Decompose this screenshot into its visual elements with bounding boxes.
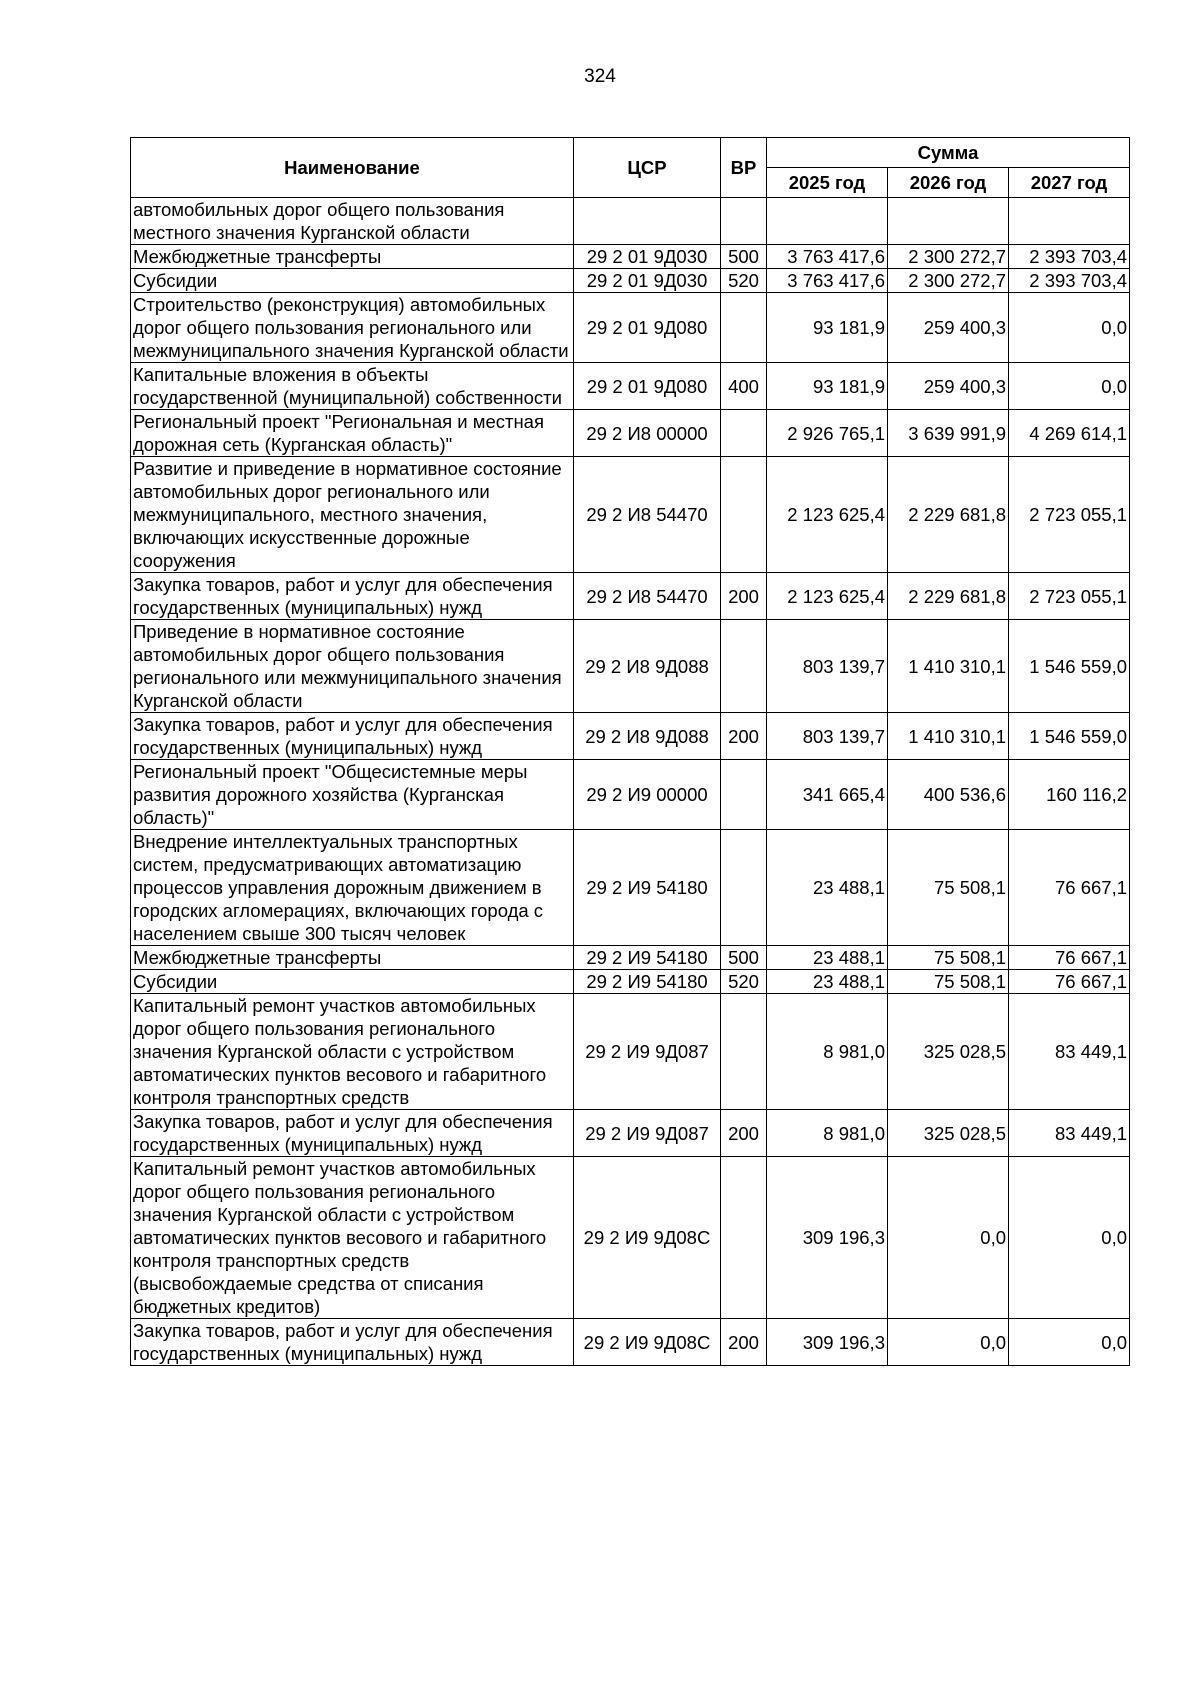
- table-row: [131, 293, 1130, 363]
- row-value-2025: 23 488,1: [767, 830, 888, 946]
- row-value-2026: 1 410 310,1: [888, 713, 1009, 760]
- row-value-2027: 1 546 559,0: [1009, 620, 1130, 713]
- header-year-2026: 2026 год: [888, 168, 1009, 198]
- row-csr: 29 2 И9 00000: [574, 760, 721, 830]
- row-value-2025: 309 196,3: [767, 1157, 888, 1319]
- row-value-2027: 160 116,2: [1009, 760, 1130, 830]
- row-csr: [574, 198, 721, 245]
- row-csr: 29 2 И9 54180: [574, 970, 721, 994]
- row-value-2025: [767, 198, 888, 245]
- row-value-2025: 2 123 625,4: [767, 457, 888, 573]
- row-name: Капитальные вложения в объекты государственной (муниципальной) собственности: [131, 363, 574, 410]
- row-value-2027: 2 723 055,1: [1009, 573, 1130, 620]
- row-csr: 29 2 И8 00000: [574, 410, 721, 457]
- row-name: Развитие и приведение в нормативное состояние автомобильных дорог регионального или межмуниципального, местного значения, включающих искусственные дорожные сооружения: [131, 457, 574, 573]
- row-value-2027: 2 393 703,4: [1009, 269, 1130, 293]
- row-value-2027: 0,0: [1009, 1319, 1130, 1366]
- row-name: Субсидии: [131, 269, 574, 293]
- row-csr: 29 2 И9 9Д08С: [574, 1157, 721, 1319]
- row-value-2025: 93 181,9: [767, 363, 888, 410]
- row-vr: 400: [721, 363, 767, 410]
- row-vr: 520: [721, 970, 767, 994]
- row-name: Межбюджетные трансферты: [131, 946, 574, 970]
- row-value-2026: [888, 198, 1009, 245]
- table-row: [131, 363, 1130, 410]
- table-row: [131, 269, 1130, 293]
- row-vr: [721, 293, 767, 363]
- row-csr: 29 2 И8 9Д088: [574, 620, 721, 713]
- header-year-2025: 2025 год: [767, 168, 888, 198]
- row-value-2027: 76 667,1: [1009, 970, 1130, 994]
- row-csr: 29 2 01 9Д080: [574, 293, 721, 363]
- row-value-2027: [1009, 198, 1130, 245]
- row-name: автомобильных дорог общего пользования местного значения Курганской области: [131, 198, 574, 245]
- row-value-2026: 325 028,5: [888, 994, 1009, 1110]
- row-csr: 29 2 И8 9Д088: [574, 713, 721, 760]
- row-value-2025: 3 763 417,6: [767, 269, 888, 293]
- table-row: [131, 713, 1130, 760]
- row-name: Закупка товаров, работ и услуг для обеспечения государственных (муниципальных) нужд: [131, 573, 574, 620]
- header-csr: ЦСР: [574, 138, 721, 198]
- row-name: Региональный проект "Общесистемные меры развития дорожного хозяйства (Курганская область)": [131, 760, 574, 830]
- row-vr: [721, 457, 767, 573]
- row-value-2026: 2 300 272,7: [888, 245, 1009, 269]
- row-vr: 200: [721, 1110, 767, 1157]
- table-row: [131, 457, 1130, 573]
- table-body: [131, 198, 1130, 1366]
- row-value-2026: 1 410 310,1: [888, 620, 1009, 713]
- row-value-2025: 8 981,0: [767, 1110, 888, 1157]
- row-value-2025: 803 139,7: [767, 620, 888, 713]
- row-value-2026: 75 508,1: [888, 830, 1009, 946]
- row-vr: [721, 994, 767, 1110]
- table-row: [131, 245, 1130, 269]
- row-value-2026: 400 536,6: [888, 760, 1009, 830]
- row-vr: 500: [721, 245, 767, 269]
- row-value-2025: 23 488,1: [767, 970, 888, 994]
- row-value-2027: 76 667,1: [1009, 946, 1130, 970]
- table-header: [131, 138, 1130, 198]
- row-csr: 29 2 01 9Д080: [574, 363, 721, 410]
- row-vr: [721, 1157, 767, 1319]
- table-row: [131, 1157, 1130, 1319]
- row-vr: [721, 410, 767, 457]
- row-value-2025: 3 763 417,6: [767, 245, 888, 269]
- table-row: [131, 946, 1130, 970]
- table-row: [131, 410, 1130, 457]
- row-name: Закупка товаров, работ и услуг для обеспечения государственных (муниципальных) нужд: [131, 713, 574, 760]
- row-value-2026: 0,0: [888, 1157, 1009, 1319]
- row-value-2027: 83 449,1: [1009, 994, 1130, 1110]
- row-value-2027: 76 667,1: [1009, 830, 1130, 946]
- header-name: Наименование: [131, 138, 574, 198]
- row-vr: 500: [721, 946, 767, 970]
- row-value-2025: 2 926 765,1: [767, 410, 888, 457]
- table-row: [131, 1110, 1130, 1157]
- row-value-2026: 3 639 991,9: [888, 410, 1009, 457]
- row-vr: [721, 830, 767, 946]
- row-name: Субсидии: [131, 970, 574, 994]
- page-number: 324: [584, 66, 616, 87]
- row-name: Капитальный ремонт участков автомобильных дорог общего пользования регионального значения Курганской области с устройством автоматических пунктов весового и габаритного контроля транспортных средств (высвобождаемые средства от списания бюджетных кредитов): [131, 1157, 574, 1319]
- header-sum: Сумма: [767, 138, 1130, 168]
- row-value-2027: 2 393 703,4: [1009, 245, 1130, 269]
- row-vr: [721, 198, 767, 245]
- row-value-2026: 259 400,3: [888, 293, 1009, 363]
- row-vr: [721, 760, 767, 830]
- row-value-2025: 93 181,9: [767, 293, 888, 363]
- row-value-2027: 83 449,1: [1009, 1110, 1130, 1157]
- row-name: Закупка товаров, работ и услуг для обеспечения государственных (муниципальных) нужд: [131, 1319, 574, 1366]
- table-row: [131, 198, 1130, 245]
- row-value-2026: 325 028,5: [888, 1110, 1009, 1157]
- row-csr: 29 2 И9 9Д08С: [574, 1319, 721, 1366]
- row-value-2025: 8 981,0: [767, 994, 888, 1110]
- row-value-2027: 0,0: [1009, 1157, 1130, 1319]
- row-value-2026: 259 400,3: [888, 363, 1009, 410]
- row-name: Строительство (реконструкция) автомобильных дорог общего пользования регионального или межмуниципального значения Курганской области: [131, 293, 574, 363]
- row-vr: 200: [721, 573, 767, 620]
- table-row: [131, 760, 1130, 830]
- row-value-2026: 2 229 681,8: [888, 457, 1009, 573]
- row-value-2027: 1 546 559,0: [1009, 713, 1130, 760]
- row-value-2027: 0,0: [1009, 293, 1130, 363]
- row-csr: 29 2 И8 54470: [574, 457, 721, 573]
- table-row: [131, 620, 1130, 713]
- row-vr: 520: [721, 269, 767, 293]
- row-vr: [721, 620, 767, 713]
- row-value-2025: 309 196,3: [767, 1319, 888, 1366]
- row-value-2026: 75 508,1: [888, 970, 1009, 994]
- row-value-2026: 2 300 272,7: [888, 269, 1009, 293]
- row-value-2027: 2 723 055,1: [1009, 457, 1130, 573]
- row-value-2027: 0,0: [1009, 363, 1130, 410]
- row-value-2025: 2 123 625,4: [767, 573, 888, 620]
- row-csr: 29 2 И9 9Д087: [574, 1110, 721, 1157]
- table-row: [131, 830, 1130, 946]
- row-name: Приведение в нормативное состояние автомобильных дорог общего пользования регионального или межмуниципального значения Курганской области: [131, 620, 574, 713]
- table-row: [131, 970, 1130, 994]
- row-csr: 29 2 И8 54470: [574, 573, 721, 620]
- row-value-2026: 75 508,1: [888, 946, 1009, 970]
- table-row: [131, 573, 1130, 620]
- row-csr: 29 2 01 9Д030: [574, 269, 721, 293]
- row-csr: 29 2 И9 54180: [574, 946, 721, 970]
- row-value-2027: 4 269 614,1: [1009, 410, 1130, 457]
- row-value-2026: 2 229 681,8: [888, 573, 1009, 620]
- row-value-2025: 341 665,4: [767, 760, 888, 830]
- header-vr: ВР: [721, 138, 767, 198]
- row-name: Региональный проект "Региональная и местная дорожная сеть (Курганская область)": [131, 410, 574, 457]
- budget-table: [130, 137, 1130, 1366]
- row-csr: 29 2 01 9Д030: [574, 245, 721, 269]
- row-value-2025: 23 488,1: [767, 946, 888, 970]
- row-csr: 29 2 И9 9Д087: [574, 994, 721, 1110]
- row-name: Межбюджетные трансферты: [131, 245, 574, 269]
- table-row: [131, 1319, 1130, 1366]
- row-name: Капитальный ремонт участков автомобильных дорог общего пользования регионального значения Курганской области с устройством автоматических пунктов весового и габаритного контроля транспортных средств: [131, 994, 574, 1110]
- row-value-2025: 803 139,7: [767, 713, 888, 760]
- row-vr: 200: [721, 1319, 767, 1366]
- row-csr: 29 2 И9 54180: [574, 830, 721, 946]
- row-name: Закупка товаров, работ и услуг для обеспечения государственных (муниципальных) нужд: [131, 1110, 574, 1157]
- row-name: Внедрение интеллектуальных транспортных систем, предусматривающих автоматизацию процессов управления дорожным движением в городских агломерациях, включающих города с населением свыше 300 тысяч человек: [131, 830, 574, 946]
- header-year-2027: 2027 год: [1009, 168, 1130, 198]
- row-vr: 200: [721, 713, 767, 760]
- row-value-2026: 0,0: [888, 1319, 1009, 1366]
- table-row: [131, 994, 1130, 1110]
